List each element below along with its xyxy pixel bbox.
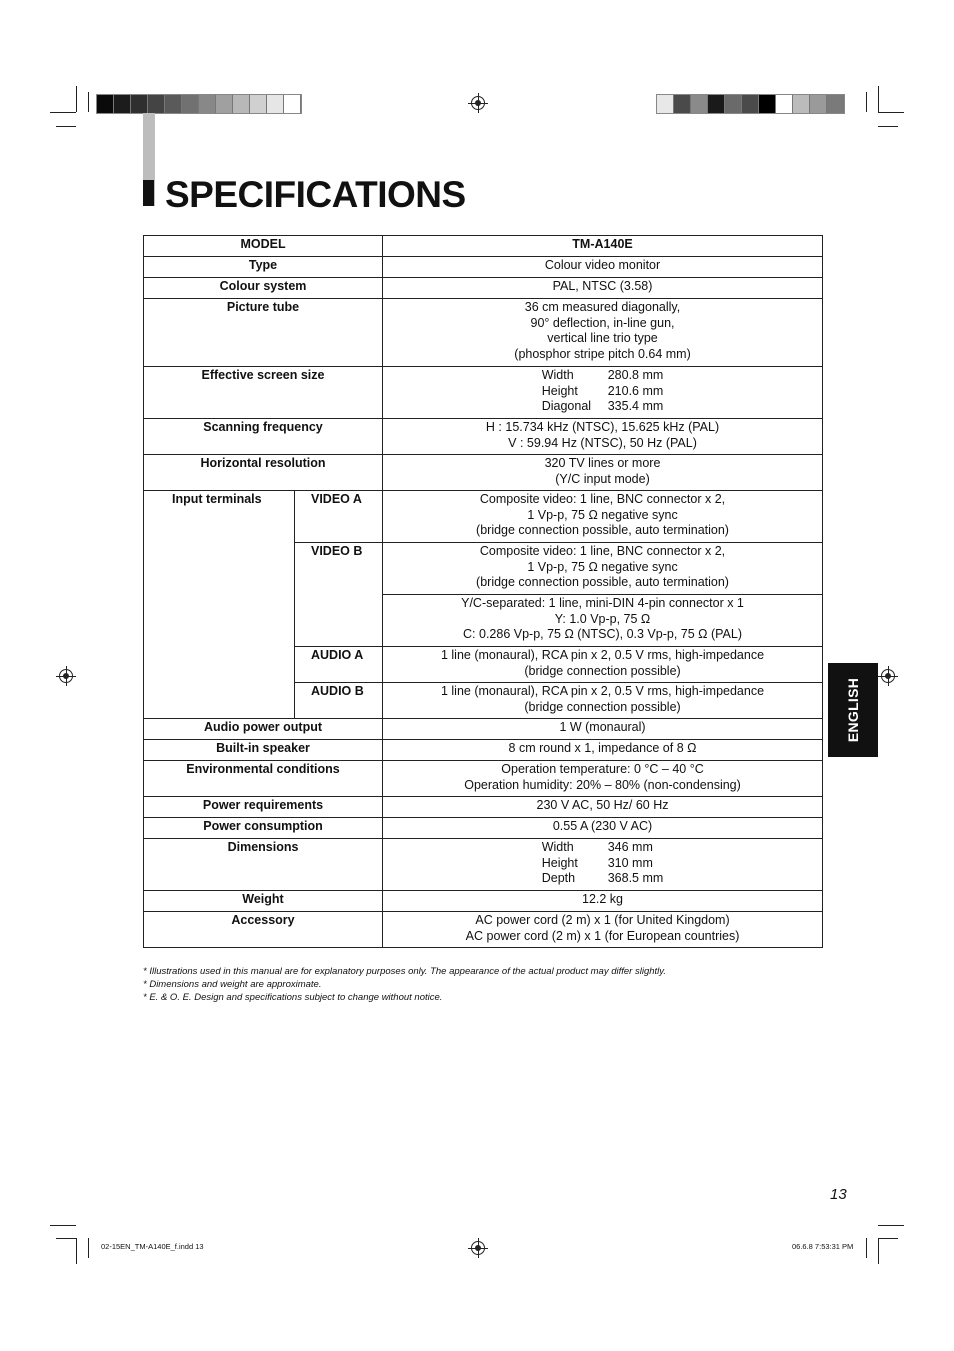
footer-timestamp: 06.6.8 7:53:31 PM (792, 1242, 854, 1251)
audio-power-value: 1 W (monaural) (383, 719, 823, 740)
table-row (144, 912, 823, 948)
table-row (144, 761, 823, 797)
crop-mark-br-v (878, 1238, 879, 1264)
footnotes (143, 965, 666, 1004)
type-value: Colour video monitor (383, 257, 823, 278)
dim-height-value: 310 mm (607, 855, 653, 870)
crop-mark-bl-v (76, 1238, 77, 1264)
audio-a-line: 1 line (monaural), RCA pin x 2, 0.5 V rms, high-impedance (440, 648, 765, 662)
accessory-line: AC power cord (2 m) x 1 (for European countries) (465, 928, 740, 943)
crop-mark-bl-h2 (56, 1238, 76, 1239)
color-swatch (131, 95, 148, 113)
power-req-label: Power requirements (144, 797, 383, 818)
color-swatch (165, 95, 182, 113)
picture-tube-value (383, 299, 823, 367)
table-row (144, 891, 823, 912)
crop-mark-tl-h2 (56, 126, 76, 127)
registration-mark-left (59, 669, 73, 683)
color-swatch (267, 95, 284, 113)
speaker-label: Built-in speaker (144, 740, 383, 761)
footnote: * E. & O. E. Design and specifications subject to change without notice. (143, 992, 443, 1003)
crop-mark-tr-v (878, 86, 879, 112)
color-swatch (657, 95, 674, 113)
crop-mark-tr-v2 (866, 92, 867, 112)
color-swatch (759, 95, 776, 113)
color-bar-left (96, 94, 302, 114)
audio-power-label: Audio power output (144, 719, 383, 740)
video-b-value (383, 543, 823, 595)
footnote: * Dimensions and weight are approximate. (143, 979, 322, 990)
speaker-value: 8 cm round x 1, impedance of 8 Ω (383, 740, 823, 761)
accessory-label: Accessory (144, 912, 383, 948)
screen-height-label: Height (541, 383, 578, 398)
accessory-line: AC power cord (2 m) x 1 (for United Kingdom) (475, 913, 730, 927)
scanning-label: Scanning frequency (144, 419, 383, 455)
color-swatch (233, 95, 250, 113)
color-swatch (250, 95, 267, 113)
video-b-line: 1 Vp-p, 75 Ω negative sync (527, 559, 678, 574)
table-row (144, 740, 823, 761)
dim-width-value: 346 mm (607, 840, 653, 854)
color-swatch (97, 95, 114, 113)
crop-mark-br-h2 (878, 1238, 898, 1239)
video-b-label: VIDEO B (295, 543, 383, 647)
video-a-line: (bridge connection possible, auto termination) (476, 523, 729, 538)
audio-b-line: (bridge connection possible) (524, 699, 681, 714)
video-a-label: VIDEO A (295, 491, 383, 543)
audio-b-value (383, 683, 823, 719)
screen-size-dimensions (542, 368, 664, 415)
screen-size-label: Effective screen size (144, 367, 383, 419)
video-b-yc-line: C: 0.286 Vp-p, 75 Ω (NTSC), 0.3 Vp-p, 75 Ω (PAL) (463, 627, 743, 642)
color-swatch (827, 95, 844, 113)
horizontal-label: Horizontal resolution (144, 455, 383, 491)
crop-mark-bl-v2 (88, 1238, 89, 1258)
env-line: Operation humidity: 20% – 80% (non-condensing) (464, 777, 741, 792)
model-value: TM-A140E (383, 236, 823, 257)
title-marker (143, 180, 154, 206)
power-req-value: 230 V AC, 50 Hz/ 60 Hz (383, 797, 823, 818)
language-tab (828, 663, 878, 757)
crop-mark-tl-v (76, 86, 77, 112)
color-swatch (216, 95, 233, 113)
page-number: 13 (830, 1186, 847, 1203)
scanning-line: V : 59.94 Hz (NTSC), 50 Hz (PAL) (508, 435, 697, 450)
registration-mark-right (881, 669, 895, 683)
audio-a-label: AUDIO A (295, 647, 383, 683)
dim-depth-label: Depth (541, 871, 576, 886)
crop-mark-tr-h2 (878, 126, 898, 127)
accessory-value (383, 912, 823, 948)
registration-mark-top (471, 96, 485, 110)
horizontal-line: 320 TV lines or more (544, 456, 661, 470)
dimensions-label: Dimensions (144, 839, 383, 891)
dim-height-label: Height (541, 855, 578, 870)
power-cons-value: 0.55 A (230 V AC) (383, 818, 823, 839)
scanning-value (383, 419, 823, 455)
table-row (144, 257, 823, 278)
power-cons-label: Power consumption (144, 818, 383, 839)
audio-b-line: 1 line (monaural), RCA pin x 2, 0.5 V rms, high-impedance (440, 684, 765, 698)
table-row (144, 839, 823, 891)
specifications-table (143, 235, 823, 948)
crop-mark-bl-h (50, 1225, 76, 1226)
video-a-line: 1 Vp-p, 75 Ω negative sync (527, 507, 678, 522)
env-label: Environmental conditions (144, 761, 383, 797)
table-row (144, 455, 823, 491)
model-label: MODEL (144, 236, 383, 257)
picture-tube-label: Picture tube (144, 299, 383, 367)
weight-label: Weight (144, 891, 383, 912)
audio-a-value (383, 647, 823, 683)
crop-mark-br-h (878, 1225, 904, 1226)
screen-width-label: Width (541, 368, 574, 382)
table-row (144, 419, 823, 455)
color-swatch (793, 95, 810, 113)
type-label: Type (144, 257, 383, 278)
env-line: Operation temperature: 0 °C – 40 °C (501, 762, 704, 776)
picture-tube-line: 36 cm measured diagonally, (524, 300, 681, 314)
color-swatch (284, 95, 301, 113)
crop-mark-tl-h (50, 112, 76, 113)
table-row (144, 797, 823, 818)
dim-depth-value: 368.5 mm (607, 871, 664, 886)
video-b-yc-value (383, 595, 823, 647)
picture-tube-line: (phosphor stripe pitch 0.64 mm) (514, 346, 691, 361)
language-tab-label: ENGLISH (845, 677, 861, 743)
registration-mark-bottom (471, 1241, 485, 1255)
crop-mark-br-v2 (866, 1238, 867, 1258)
horizontal-value (383, 455, 823, 491)
crop-mark-tl-v2 (88, 92, 89, 112)
horizontal-line: (Y/C input mode) (555, 471, 650, 486)
table-row (144, 278, 823, 299)
color-swatch (674, 95, 691, 113)
color-swatch (776, 95, 793, 113)
color-swatch (182, 95, 199, 113)
screen-size-value (383, 367, 823, 419)
color-swatch (114, 95, 131, 113)
table-row (144, 299, 823, 367)
audio-a-line: (bridge connection possible) (524, 663, 681, 678)
colour-system-value: PAL, NTSC (3.58) (383, 278, 823, 299)
video-b-line: (bridge connection possible, auto termination) (476, 575, 729, 590)
picture-tube-line: vertical line trio type (547, 331, 658, 346)
screen-width-value: 280.8 mm (607, 368, 664, 382)
video-a-line: Composite video: 1 line, BNC connector x 2, (479, 492, 726, 506)
dimensions-value (383, 839, 823, 891)
video-b-yc-line: Y: 1.0 Vp-p, 75 Ω (554, 611, 651, 626)
video-b-line: Composite video: 1 line, BNC connector x 2, (479, 544, 726, 558)
color-swatch (199, 95, 216, 113)
table-row (144, 367, 823, 419)
colour-system-label: Colour system (144, 278, 383, 299)
audio-b-label: AUDIO B (295, 683, 383, 719)
scanning-line: H : 15.734 kHz (NTSC), 15.625 kHz (PAL) (485, 420, 720, 434)
dim-width-label: Width (541, 840, 574, 854)
footnote: * Illustrations used in this manual are for explanatory purposes only. The appearance of the actual product may differ slightly. (143, 966, 666, 977)
page-title: SPECIFICATIONS (165, 174, 466, 215)
video-b-yc-line: Y/C-separated: 1 line, mini-DIN 4-pin connector x 1 (461, 596, 744, 610)
table-row (144, 818, 823, 839)
color-swatch (708, 95, 725, 113)
crop-mark-tr-h (878, 112, 904, 113)
env-value (383, 761, 823, 797)
screen-diagonal-label: Diagonal (541, 399, 592, 414)
table-row (144, 236, 823, 257)
screen-height-value: 210.6 mm (607, 383, 664, 398)
color-swatch (691, 95, 708, 113)
color-swatch (742, 95, 759, 113)
color-swatch (725, 95, 742, 113)
color-bar-right (656, 94, 845, 114)
table-row (144, 491, 823, 543)
weight-value: 12.2 kg (383, 891, 823, 912)
color-swatch (810, 95, 827, 113)
color-swatch (148, 95, 165, 113)
input-terminals-label: Input terminals (144, 491, 295, 719)
video-a-value (383, 491, 823, 543)
picture-tube-line: 90° deflection, in-line gun, (530, 315, 675, 330)
screen-diagonal-value: 335.4 mm (607, 399, 664, 414)
footer-file: 02-15EN_TM-A140E_f.indd 13 (101, 1242, 204, 1251)
dimensions-list (542, 840, 664, 887)
table-row (144, 719, 823, 740)
